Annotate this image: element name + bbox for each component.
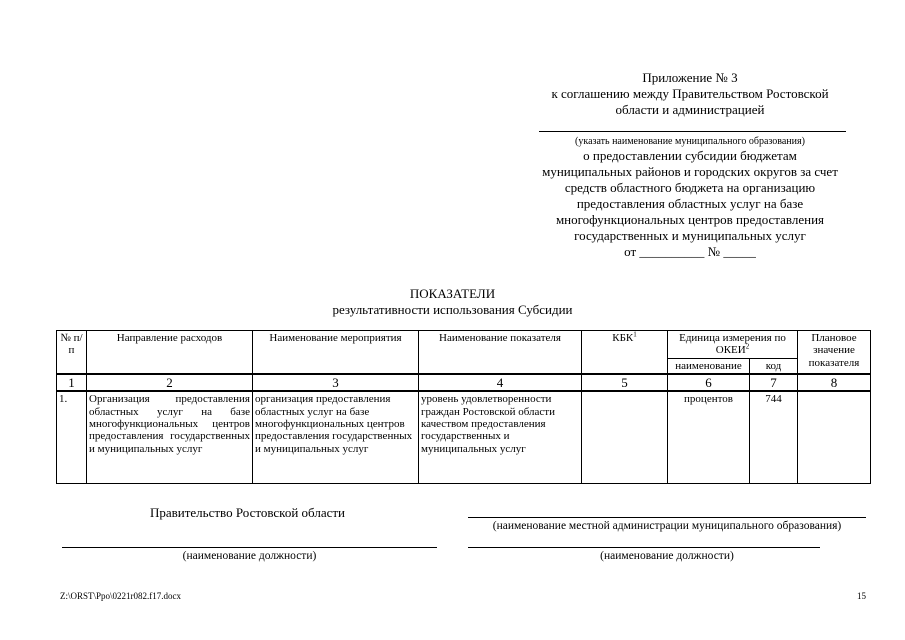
table-header-row	[57, 331, 871, 359]
title-main: ПОКАЗАТЕЛИ	[409, 286, 496, 301]
col-number-1: 1	[57, 374, 87, 391]
header-kbk	[582, 331, 668, 375]
admin-name-caption: (наименование местной администрации муниципального образования)	[492, 520, 842, 532]
col-number-2: 2	[87, 374, 253, 391]
row-planned	[798, 391, 871, 483]
footnote-2-marker: 2	[745, 342, 750, 351]
header-indicator: Наименование показателя	[419, 331, 582, 375]
row-num: 1.	[57, 391, 87, 483]
col-number-5: 5	[582, 374, 668, 391]
header-unit-label: Единица измерения по ОКЕИ	[679, 332, 786, 357]
appendix-agreement: к соглашению между Правительством Ростовской	[551, 86, 829, 101]
header-unit-name: наименование	[668, 358, 750, 374]
column-numbers-row	[57, 374, 871, 391]
header-unit	[668, 331, 798, 359]
header-event: Наименование мероприятия	[253, 331, 419, 375]
subject-line-4: предоставления областных услуг на базе	[576, 196, 804, 211]
appendix-header	[500, 70, 880, 118]
file-path: Z:\ORST\Ppo\0221r082.f17.docx	[60, 591, 181, 601]
indicators-table	[56, 330, 871, 484]
right-position-line	[468, 547, 820, 548]
appendix-subject	[500, 135, 880, 260]
left-position-line	[62, 547, 437, 548]
col-number-7: 7	[750, 374, 798, 391]
header-kbk-label: КБК	[612, 332, 634, 344]
subject-line-6: государственных и муниципальных услуг	[574, 228, 806, 243]
row-unit-code: 744	[750, 391, 798, 483]
agreement-date-number: от __________ № _____	[624, 244, 756, 259]
table-row	[57, 391, 871, 483]
subject-line-5: многофункциональных центров предоставления	[555, 212, 825, 227]
subject-line-2: муниципальных районов и городских округов за счет	[542, 164, 838, 179]
header-planned: Плановое значение показателя	[798, 331, 871, 375]
row-direction: Организация предоставления областных услуг на базе многофункциональных центров предоставления государственных и муниципальных услуг	[87, 391, 253, 483]
header-direction: Направление расходов	[87, 331, 253, 375]
row-indicator: уровень удовлетворенности граждан Ростовской области качеством предоставления государственных и муниципальных услуг	[419, 391, 582, 483]
appendix-parties: области и администрацией	[615, 102, 765, 117]
row-event: организация предоставления областных услуг на базе многофункциональных центров предоставления государственных и муниципальных услуг	[253, 391, 419, 483]
subject-line-1: о предоставлении субсидии бюджетам	[583, 148, 797, 163]
government-name: Правительство Ростовской области	[149, 505, 346, 520]
col-number-6: 6	[668, 374, 750, 391]
row-kbk	[582, 391, 668, 483]
subject-line-3: средств областного бюджета на организацию	[564, 180, 816, 195]
col-number-4: 4	[419, 374, 582, 391]
page-number: 15	[857, 591, 866, 601]
footnote-1-marker: 1	[633, 330, 637, 339]
header-unit-code: код	[750, 358, 798, 374]
municipality-blank-line	[539, 131, 846, 132]
row-unit-name: процентов	[668, 391, 750, 483]
municipality-hint: (указать наименование муниципального образования)	[575, 136, 805, 147]
col-number-3: 3	[253, 374, 419, 391]
appendix-number: Приложение № 3	[642, 70, 738, 85]
header-num: № п/п	[57, 331, 87, 375]
col-number-8: 8	[798, 374, 871, 391]
document-title	[0, 286, 905, 318]
right-position-caption: (наименование должности)	[600, 550, 734, 562]
title-sub: результативности использования Субсидии	[332, 302, 573, 317]
left-position-caption: (наименование должности)	[182, 550, 317, 562]
admin-name-line	[468, 517, 866, 518]
